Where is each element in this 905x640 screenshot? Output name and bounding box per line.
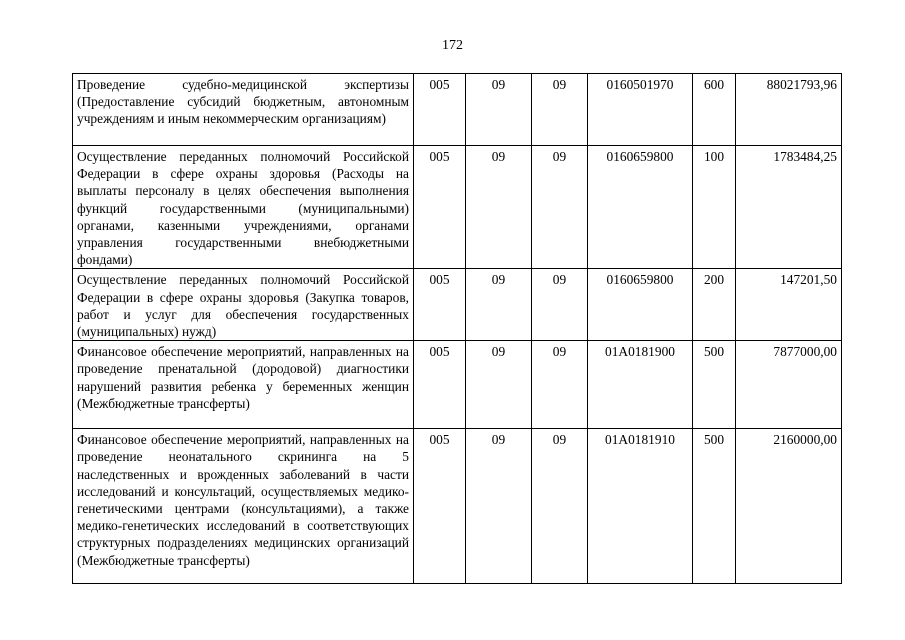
table-row <box>73 341 842 429</box>
ministry-code: 005 <box>414 146 466 269</box>
amount: 1783484,25 <box>736 146 842 269</box>
row-description: Проведение судебно-медицинской экспертизы (Предоставление субсидий бюджетным, автономным учреждениям и иным некоммерческим организациям) <box>73 74 414 146</box>
section-code: 09 <box>466 74 532 146</box>
subsection-code: 09 <box>532 146 588 269</box>
target-article-code: 0160659800 <box>588 146 693 269</box>
subsection-code: 09 <box>532 74 588 146</box>
subsection-code: 09 <box>532 341 588 429</box>
amount: 7877000,00 <box>736 341 842 429</box>
budget-table <box>72 73 842 584</box>
amount: 2160000,00 <box>736 429 842 584</box>
target-article-code: 01А0181910 <box>588 429 693 584</box>
ministry-code: 005 <box>414 429 466 584</box>
ministry-code: 005 <box>414 74 466 146</box>
section-code: 09 <box>466 341 532 429</box>
table-row <box>73 269 842 341</box>
table-row <box>73 429 842 584</box>
expense-type-code: 500 <box>693 341 736 429</box>
target-article-code: 0160659800 <box>588 269 693 341</box>
section-code: 09 <box>466 146 532 269</box>
section-code: 09 <box>466 429 532 584</box>
amount: 147201,50 <box>736 269 842 341</box>
subsection-code: 09 <box>532 269 588 341</box>
target-article-code: 0160501970 <box>588 74 693 146</box>
row-description: Финансовое обеспечение мероприятий, направленных на проведение неонатального скрининга на 5 наследственных и врожденных заболеваний в части исследований и консультаций, осуществляемых медико-генетическими центрами (консультациями), а также медико-генетических исследований в соответствующих структурных подразделениях медицинских организаций (Межбюджетные трансферты) <box>73 429 414 584</box>
subsection-code: 09 <box>532 429 588 584</box>
table-row <box>73 74 842 146</box>
ministry-code: 005 <box>414 269 466 341</box>
expense-type-code: 500 <box>693 429 736 584</box>
target-article-code: 01А0181900 <box>588 341 693 429</box>
row-description: Осуществление переданных полномочий Российской Федерации в сфере охраны здоровья (Расходы на выплаты персоналу в целях обеспечения выполнения функций государственными (муниципальными) органами, казенными учреждениями, органами управления государственными внебюджетными фондами) <box>73 146 414 269</box>
table-row <box>73 146 842 269</box>
section-code: 09 <box>466 269 532 341</box>
expense-type-code: 600 <box>693 74 736 146</box>
expense-type-code: 200 <box>693 269 736 341</box>
page-number: 172 <box>442 38 463 53</box>
row-description: Осуществление переданных полномочий Российской Федерации в сфере охраны здоровья (Закупка товаров, работ и услуг для обеспечения государственных (муниципальных) нужд) <box>73 269 414 341</box>
row-description: Финансовое обеспечение мероприятий, направленных на проведение пренатальной (дородовой) диагностики нарушений развития ребенка у беременных женщин (Межбюджетные трансферты) <box>73 341 414 429</box>
amount: 88021793,96 <box>736 74 842 146</box>
expense-type-code: 100 <box>693 146 736 269</box>
ministry-code: 005 <box>414 341 466 429</box>
